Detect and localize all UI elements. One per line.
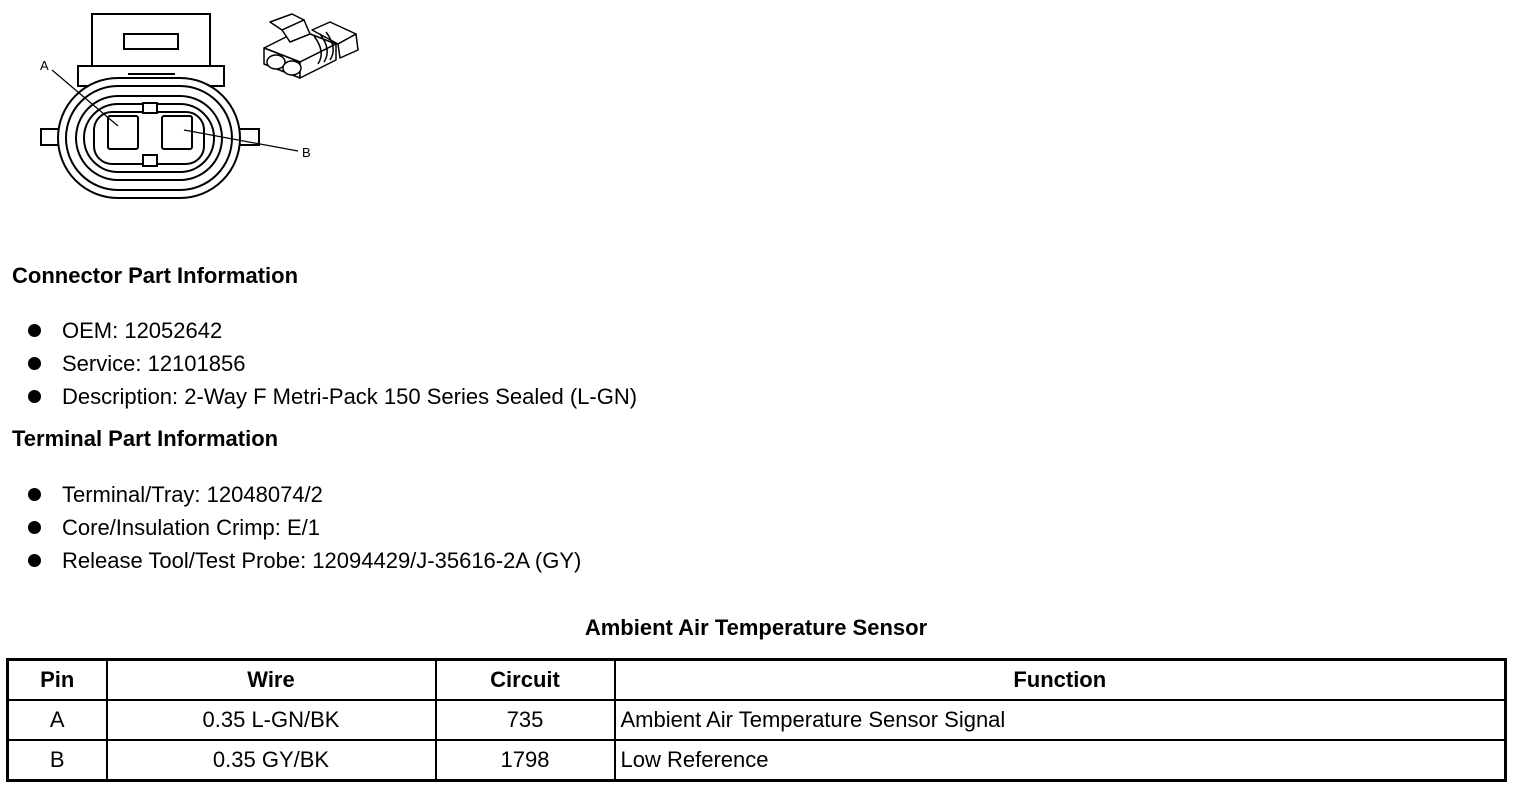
table-title: Ambient Air Temperature Sensor	[584, 615, 928, 640]
list-item	[28, 514, 581, 547]
connector-isometric-illustration	[256, 12, 366, 82]
list-item	[28, 350, 637, 383]
terminal-part-info-list	[28, 481, 581, 580]
list-item	[28, 317, 637, 350]
header-pin: Pin	[8, 660, 107, 701]
terminal-part-info-heading: Terminal Part Information	[12, 426, 279, 451]
list-item	[28, 383, 637, 416]
bullet-icon	[28, 357, 41, 370]
cell-pin: A	[8, 700, 107, 740]
cell-function: Ambient Air Temperature Sensor Signal	[615, 700, 1506, 740]
terminal-tray-value: Terminal/Tray: 12048074/2	[62, 482, 323, 507]
cell-circuit: 1798	[436, 740, 615, 781]
pin-a-callout: A	[40, 58, 49, 73]
connector-part-info-heading: Connector Part Information	[12, 263, 299, 288]
table-header-row	[8, 660, 1506, 701]
service-value: Service: 12101856	[62, 351, 246, 376]
pin-out-table	[6, 658, 1507, 782]
bullet-icon	[28, 324, 41, 337]
cell-circuit: 735	[436, 700, 615, 740]
cell-function: Low Reference	[615, 740, 1506, 781]
connector-part-info-list	[28, 317, 637, 416]
cell-wire: 0.35 L-GN/BK	[107, 700, 436, 740]
bullet-icon	[28, 521, 41, 534]
bullet-icon	[28, 554, 41, 567]
list-item	[28, 547, 581, 580]
release-tool-value: Release Tool/Test Probe: 12094429/J-35616-2A (GY)	[62, 548, 582, 573]
oem-value: OEM: 12052642	[62, 318, 223, 343]
header-function: Function	[615, 660, 1506, 701]
cell-wire: 0.35 GY/BK	[107, 740, 436, 781]
pin-b-callout: B	[302, 145, 311, 160]
description-value: Description: 2-Way F Metri-Pack 150 Series Sealed (L-GN)	[62, 384, 638, 409]
bullet-icon	[28, 390, 41, 403]
header-wire: Wire	[107, 660, 436, 701]
table-row	[8, 700, 1506, 740]
table-row	[8, 740, 1506, 781]
crimp-value: Core/Insulation Crimp: E/1	[62, 515, 320, 540]
cell-pin: B	[8, 740, 107, 781]
header-circuit: Circuit	[436, 660, 615, 701]
list-item	[28, 481, 581, 514]
bullet-icon	[28, 488, 41, 501]
